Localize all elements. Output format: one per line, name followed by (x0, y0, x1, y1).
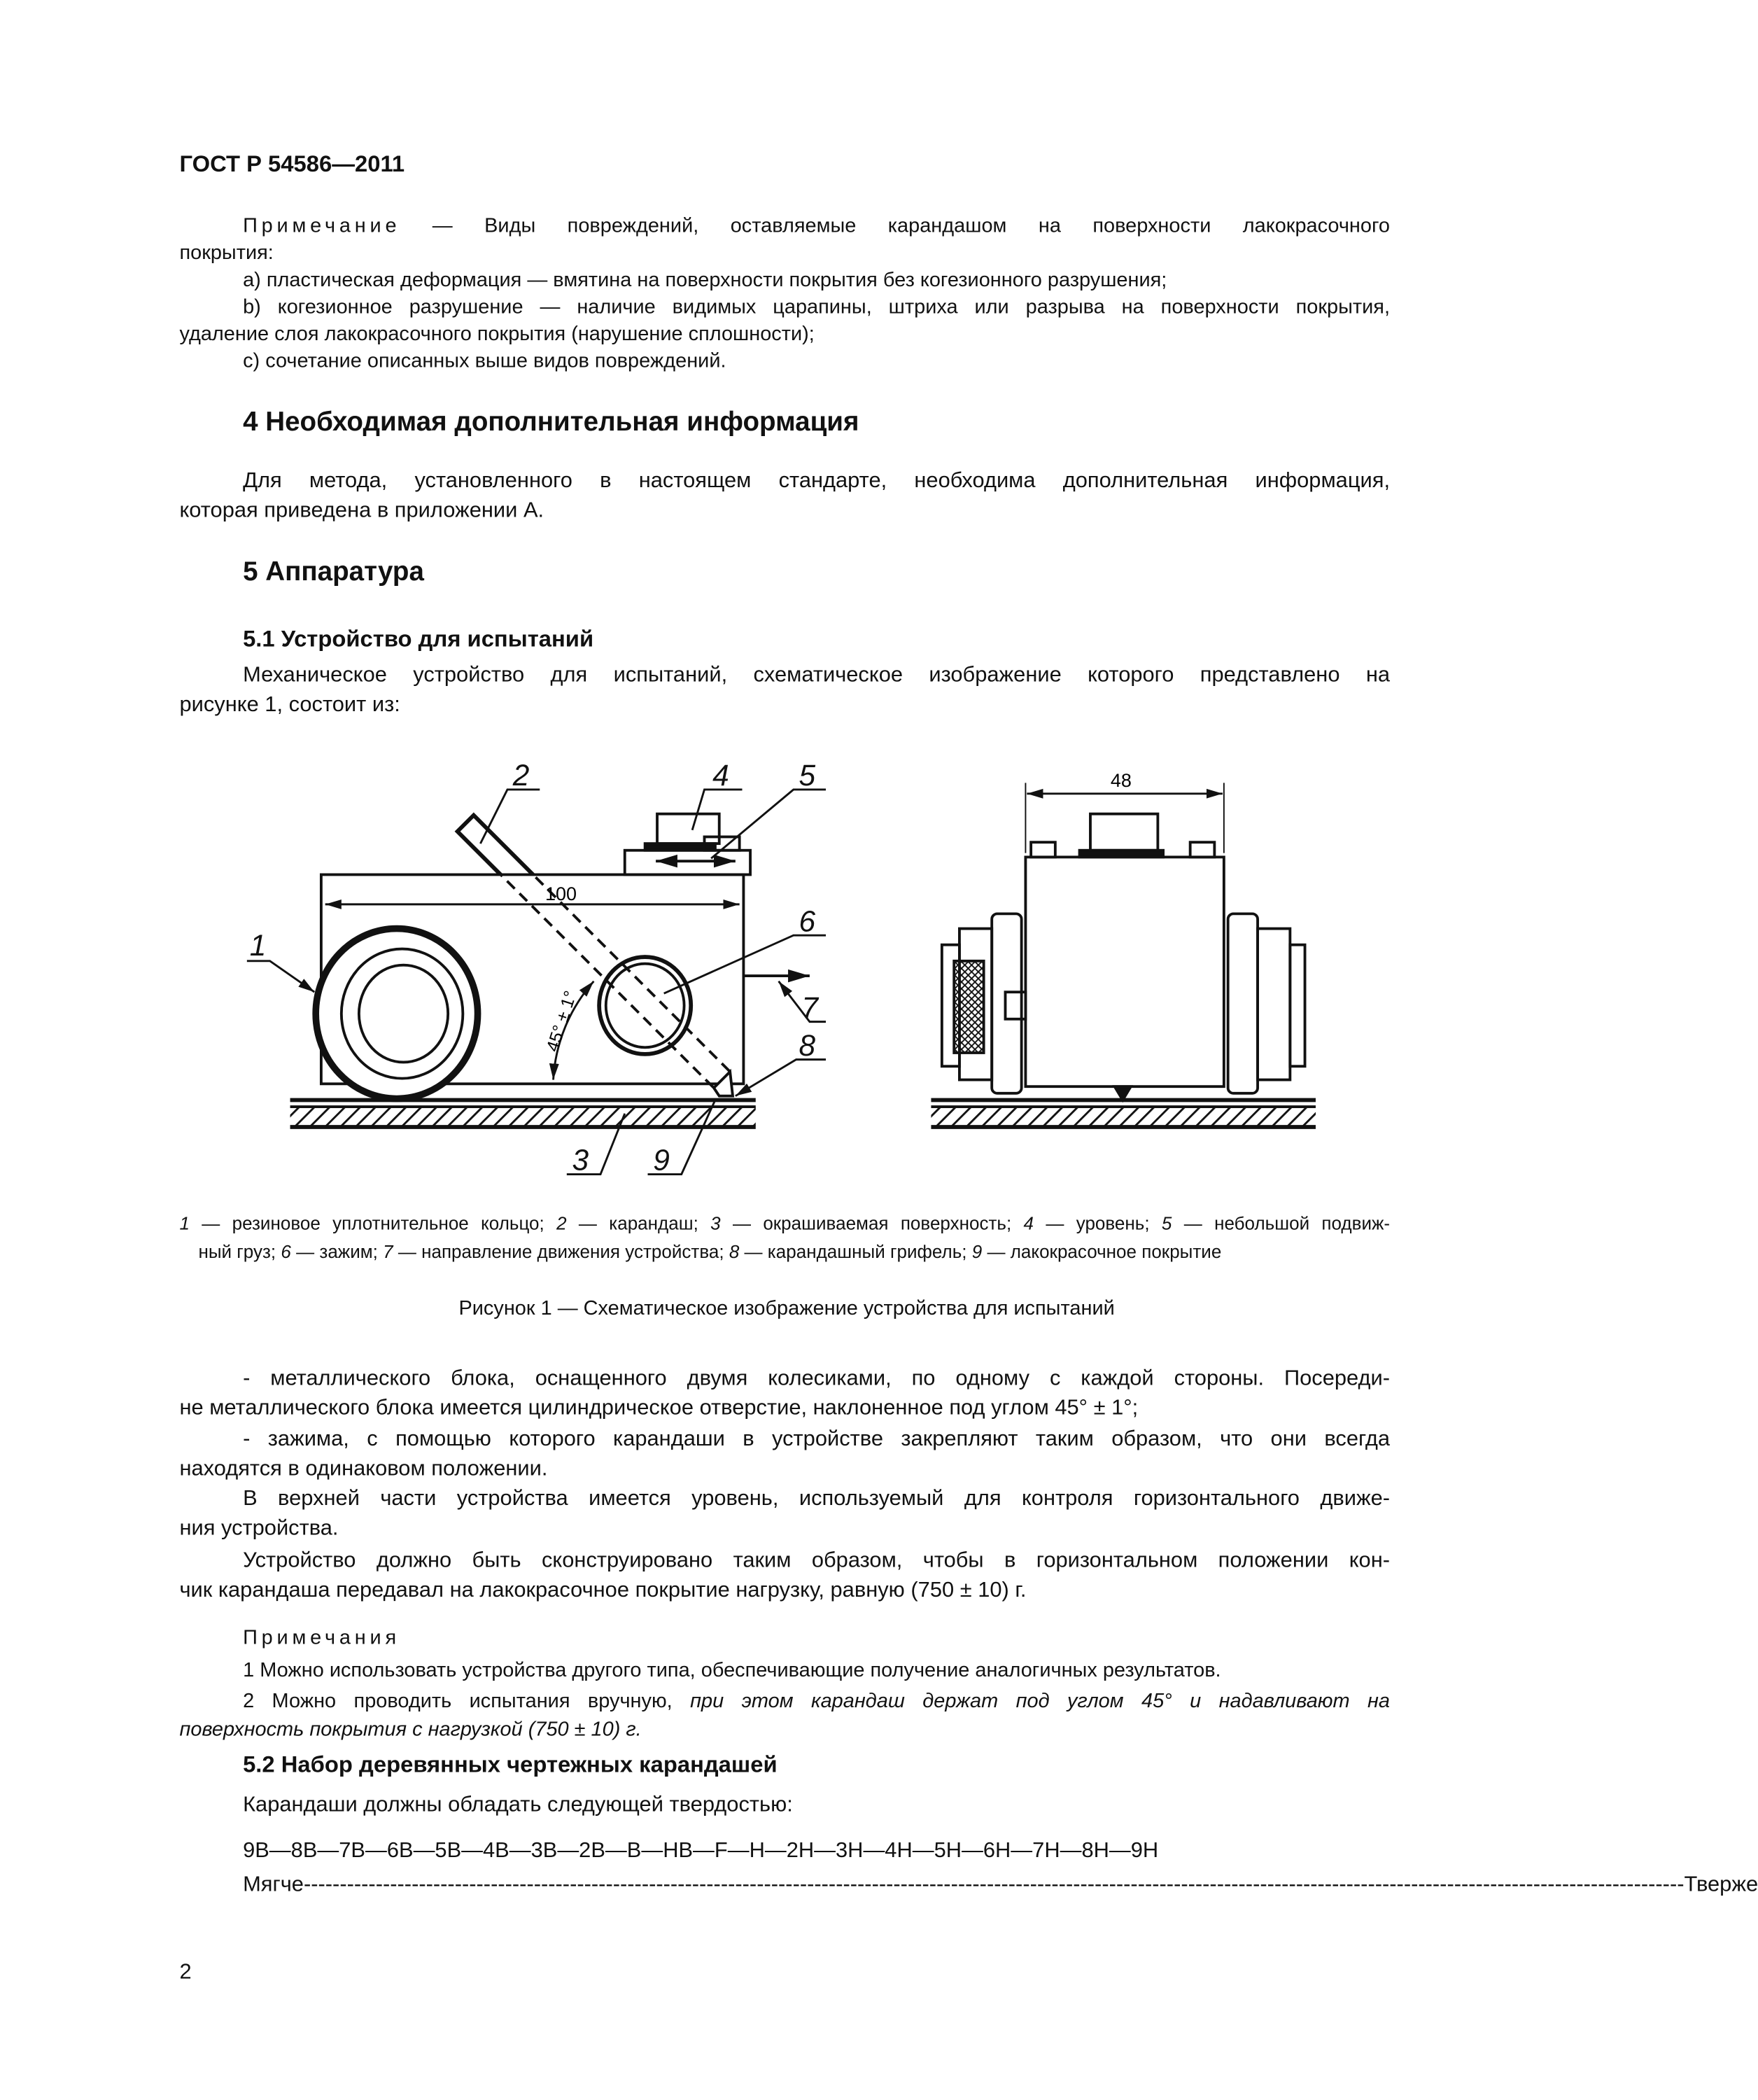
legend-text: — карандаш; (566, 1213, 711, 1234)
front-wheel-left (942, 913, 1026, 1093)
figure-legend-line-1 (179, 1214, 1390, 1233)
painted-surface (290, 1100, 756, 1127)
front-view (931, 783, 1316, 1127)
legend-text: — зажим; (290, 1241, 384, 1262)
angle-label: 45° ± 1° (542, 988, 581, 1054)
note-2 (243, 1691, 1390, 1712)
legend-num: 3 (710, 1213, 721, 1234)
note-item-b: b) когезионное разрушение — наличие видимых царапины, штриха или разрыва на поверхности покрытия, (243, 295, 1391, 319)
callout-5: 5 (799, 759, 816, 792)
legend-num: 8 (729, 1241, 740, 1262)
figure-caption: Рисунок 1 — Схематическое изображение устройства для испытаний (458, 1296, 1115, 1320)
legend-text: — карандашный грифель; (739, 1241, 972, 1262)
legend-num: 5 (1161, 1213, 1172, 1234)
dash-filler: ------------------------------------------------------------------------------------------------------------------------------------------------------------------------------------------------ (303, 1873, 1685, 1897)
list-item-1: - металлического блока, оснащенного двумя колесиками, по одному с каждой стороны. Посереди- (243, 1367, 1391, 1391)
note-line-2: покрытия: (179, 241, 274, 265)
callout-3: 3 (572, 1143, 589, 1177)
front-block (1025, 857, 1223, 1086)
page-number: 2 (179, 1961, 192, 1984)
dimension-width-label: 48 (1110, 770, 1132, 792)
legend-text: ный груз; (198, 1241, 281, 1262)
list-item-1-cont: не металлического блока имеется цилиндрическое отверстие, наклоненное под углом 45° ± 1°; (179, 1396, 1139, 1420)
note-item-b-cont: удаление слоя лакокрасочного покрытия (нарушение сплошности); (179, 322, 815, 346)
list-item-2-cont: находятся в одинаковом положении. (179, 1457, 548, 1481)
legend-text: — окрашиваемая поверхность; (720, 1213, 1024, 1234)
side-view (247, 790, 826, 1175)
legend-text: — лакокрасочное покрытие (982, 1241, 1222, 1262)
legend-num: 6 (281, 1241, 291, 1262)
subsection-5-1-text-cont: рисунке 1, состоит из: (179, 694, 400, 717)
section-4-text-cont: которая приведена в приложении А. (179, 499, 544, 523)
paragraph-load: Устройство должно быть сконструировано таким образом, чтобы в горизонтальном положении кон- (243, 1549, 1391, 1573)
note-label: Примечание (243, 214, 401, 238)
front-painted-surface (931, 1100, 1316, 1127)
note-2-text: 2 Можно проводить испытания вручную, (243, 1690, 691, 1713)
level (625, 814, 750, 875)
harder-label: Тверже (1684, 1873, 1758, 1897)
callout-2: 2 (512, 759, 530, 792)
legend-num: 7 (383, 1241, 393, 1262)
note-text: — Виды повреждений, оставляемые карандашом на поверхности лакокрасочного (432, 214, 1390, 238)
legend-num: 4 (1023, 1213, 1034, 1234)
legend-num: 2 (556, 1213, 567, 1234)
front-wheel-right (1228, 913, 1305, 1093)
section-5-heading: 5 Аппаратура (243, 557, 424, 587)
list-item-2: - зажима, с помощью которого карандаши в устройстве закрепляют таким образом, что они всегда (243, 1428, 1391, 1451)
note-2-cont: поверхность покрытия с нагрузкой (750 ± 10) г. (179, 1718, 642, 1742)
paragraph-level-cont: ния устройства. (179, 1517, 339, 1541)
note-item-a: a) пластическая деформация — вмятина на поверхности покрытия без когезионного разрушения; (243, 268, 1167, 292)
section-4-heading: 4 Необходимая дополнительная информация (243, 407, 859, 438)
dimension-length-label: 100 (544, 883, 577, 905)
note-2-italic: при этом карандаш держат под углом 45° и надавливают на (690, 1690, 1391, 1713)
legend-text: — резиновое уплотнительное кольцо; (189, 1213, 557, 1234)
figure-legend-line-2 (198, 1243, 1221, 1261)
subsection-5-1-text: Механическое устройство для испытаний, схематическое изображение которого представлено на (243, 664, 1391, 687)
subsection-5-2-heading: 5.2 Набор деревянных чертежных карандашей (243, 1751, 778, 1778)
clamp (599, 957, 691, 1054)
legend-num: 9 (971, 1241, 983, 1262)
hardness-direction (243, 1873, 1758, 1897)
legend-text: — направление движения устройства; (393, 1241, 729, 1262)
callout-7: 7 (801, 990, 818, 1024)
callout-1: 1 (249, 929, 267, 962)
pencil (458, 816, 733, 1096)
wheel-seal-ring (316, 929, 477, 1099)
callout-4: 4 (712, 759, 729, 792)
document-id-header: ГОСТ Р 54586—2011 (179, 150, 405, 177)
legend-text: — уровень; (1034, 1213, 1162, 1234)
subsection-5-1-heading: 5.1 Устройство для испытаний (243, 626, 594, 652)
hardness-scale: 9B—8B—7B—6B—5B—4B—3B—2B—B—HB—F—H—2H—3H—4H—5H—6H—7H—8H—9H (243, 1840, 1159, 1863)
callout-6: 6 (799, 904, 816, 938)
note-item-c: c) сочетание описанных выше видов повреждений. (243, 349, 726, 373)
paragraph-level: В верхней части устройства имеется уровень, используемый для контроля горизонтального движе- (243, 1487, 1391, 1511)
paragraph-load-cont: чик карандаша передавал на лакокрасочное покрытие нагрузку, равную (750 ± 10) г. (179, 1578, 1027, 1602)
note-1: 1 Можно использовать устройства другого типа, обеспечивающие получение аналогичных результатов. (243, 1658, 1221, 1682)
callout-9: 9 (653, 1143, 670, 1177)
subsection-5-2-text: Карандаши должны обладать следующей твердостью: (243, 1793, 793, 1817)
section-4-text: Для метода, установленного в настоящем стандарте, необходима дополнительная информация, (243, 470, 1391, 493)
legend-text: — небольшой подвиж- (1172, 1213, 1391, 1234)
softer-label: Мягче (243, 1873, 304, 1897)
callout-8: 8 (799, 1028, 816, 1062)
legend-num: 1 (179, 1213, 190, 1234)
notes-label: Примечания (243, 1626, 400, 1650)
front-level (1090, 814, 1158, 850)
